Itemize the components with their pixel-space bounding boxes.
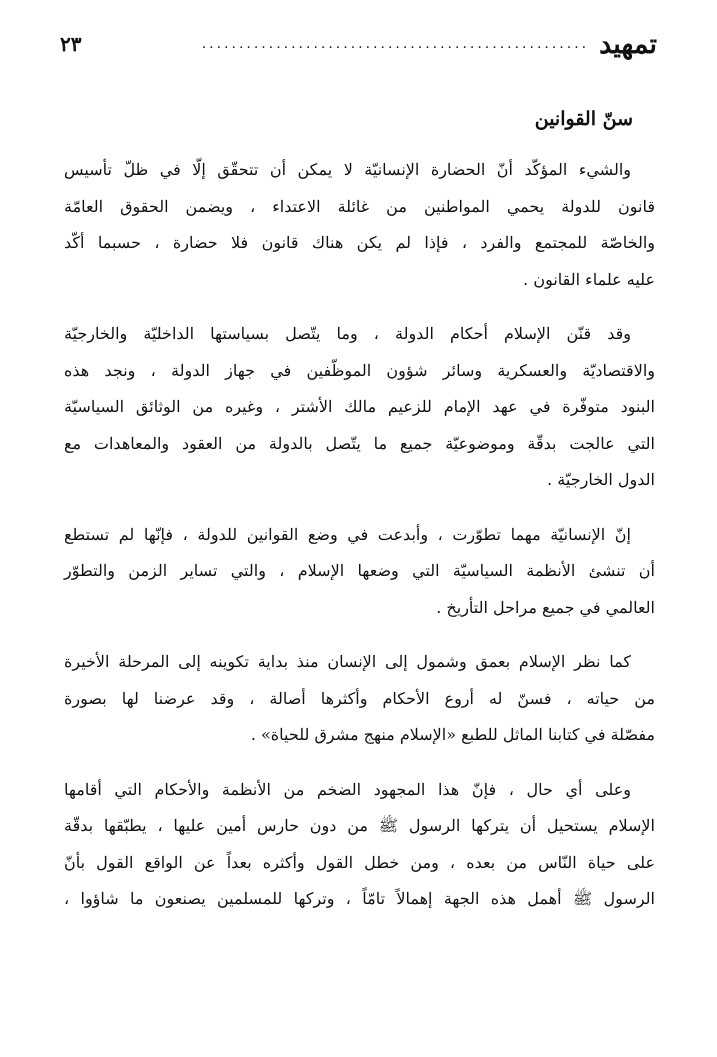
text-line: وقد قنّن الإسلام أحكام الدولة ، وما يتّصل بسياستها الداخليّة والخارجيّة: [64, 324, 631, 343]
text-line: العالمي في جميع مراحل التأريخ .: [436, 597, 655, 617]
text-line: الدول الخارجيّة .: [547, 470, 655, 489]
page-number: ٢٣: [60, 32, 82, 56]
text-line: كما نظر الإسلام بعمق وشمول إلى الإنسان منذ بداية تكوينه إلى المرحلة الأخيرة: [64, 652, 631, 671]
text-line: التي عالجت بدقّة وموضوعيّة جميع ما يتّصل بالدولة من العقود والمعاهدات مع: [64, 433, 655, 453]
paragraph: [64, 152, 655, 298]
paragraph: [64, 644, 655, 754]
text-line: الرسول ﷺ أهمل هذه الجهة إهمالاً تامّاً ، وتركها للمسلمين يصنعون ما شاؤوا ،: [64, 889, 655, 908]
text-line: عليه علماء القانون .: [523, 269, 655, 289]
text-line: على حياة النّاس من بعده ، ومن خطل القول وأكثره بعداً عن الواقع القول بأنّ: [64, 852, 656, 872]
text-line: من حياته ، فسنّ له أروع الأحكام وأكثرها أصالة ، وقد عرضنا لها بصورة: [64, 688, 655, 708]
body-text: [64, 152, 655, 936]
text-line: والخاصّة للمجتمع والفرد ، فإذا لم يكن هناك قانون فلا حضارة ، حسبما أكّد: [64, 233, 655, 252]
text-line: مفصّلة في كتابنا الماثل للطبع «الإسلام منهج مشرق للحياة» .: [250, 725, 655, 744]
paragraph: [64, 772, 655, 918]
text-line: أن تنشئ الأنظمة السياسيّة التي وضعها الإسلام ، والتي تساير الزمن والتطوّر: [64, 561, 655, 580]
text-line: وعلى أي حال ، فإنّ هذا المجهود الضخم من الأنظمة والأحكام التي أقامها: [64, 779, 631, 799]
page-header: [60, 22, 657, 66]
text-line: البنود متوفّرة في عهد الإمام للزعيم مالك الأشتر ، وغيره من الوثائق السياسيّة: [64, 397, 655, 416]
dotted-leader: ....................................................: [201, 36, 590, 52]
running-head: تمهيد: [599, 28, 657, 60]
text-line: إنّ الإنسانيّة مهما تطوّرت ، وأبدعت في وضع القوانين للدولة ، فإنّها لم تستطع: [64, 524, 632, 544]
text-line: الإسلام يستحيل أن يتركها الرسول ﷺ من دون حارس أمين عليها ، يطبّقها بدقّة: [64, 816, 655, 835]
paragraph: [64, 316, 655, 499]
text-line: قانون للدولة يحمي المواطنين من غائلة الاعتداء ، ويضمن الحقوق العامّة: [64, 196, 655, 216]
paragraph: [64, 517, 655, 627]
section-title: سنّ القوانين: [534, 108, 633, 130]
text-line: والاقتصاديّة والعسكرية وسائر شؤون الموظّفين في جهاز الدولة ، ونجد هذه: [64, 360, 655, 380]
text-line: والشيء المؤكّد أنّ الحضارة الإنسانيّة لا يمكن أن تتحقّق إلّا في ظلّ تأسيس: [64, 160, 631, 179]
